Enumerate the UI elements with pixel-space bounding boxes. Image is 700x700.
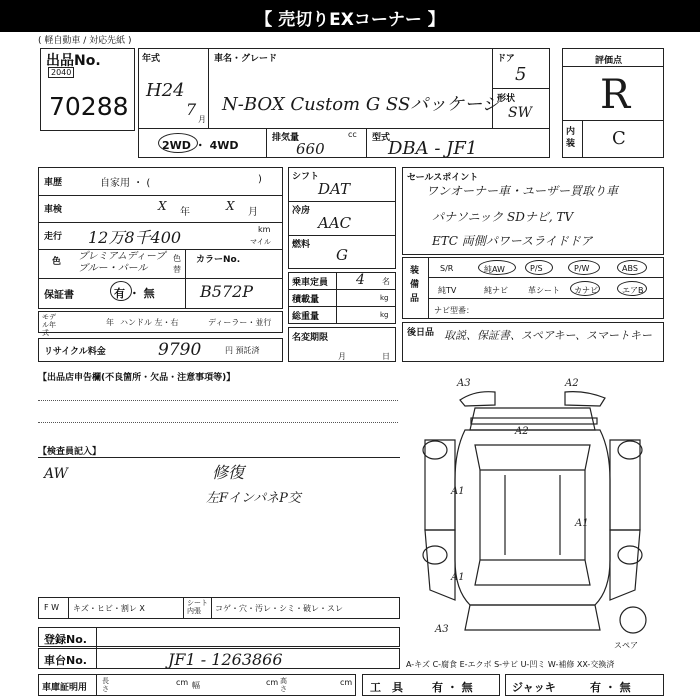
load-label: 積載量 [292, 295, 320, 305]
aircon-label: 冷房 [292, 206, 311, 216]
history-label: 車歴 [44, 178, 63, 188]
inspection-year-unit: 年 [180, 207, 190, 218]
fw-items: キズ・ヒビ・割レ X [73, 604, 145, 613]
shape-value: SW [508, 105, 532, 121]
interior-value: C [612, 128, 626, 149]
capacity-label: 乗車定員 [292, 278, 329, 288]
inspection-label: 車検 [44, 205, 63, 215]
later-label: 後日品 [407, 328, 435, 338]
lot-number: 70288 [49, 92, 129, 121]
gross-label: 総重量 [292, 312, 320, 322]
capacity-unit: 名 [382, 277, 390, 286]
car-label: 車名・グレード [214, 54, 278, 64]
color-code: B572P [200, 282, 254, 301]
register-row [38, 627, 400, 647]
sheet-label: シート 内張 [187, 599, 208, 615]
model-value: DBA - JF1 [388, 138, 478, 159]
sales-line-1: ワンオーナー車・ユーザー買取り車 [426, 184, 619, 198]
aircon-value: AAC [318, 214, 352, 232]
mileage-unit-km: km [258, 225, 271, 234]
equipment-label: 装備品 [410, 266, 420, 304]
inspector-line2: 左FインパネP交 [206, 491, 301, 506]
year-era: H24 [146, 80, 185, 101]
door-label: ドア [497, 54, 515, 64]
cert-length: 長さ [102, 677, 109, 693]
mileage-label: 走行 [44, 232, 63, 242]
cert-height-cm: cm [340, 678, 353, 687]
tools-options: 有 ・ 無 [432, 681, 473, 694]
fuel-value: G [336, 246, 348, 264]
car-name: N-BOX Custom G SSパッケージ [222, 94, 500, 115]
model-label: 型式 [372, 133, 391, 143]
car-diagram [405, 370, 695, 660]
fuel-label: 燃料 [292, 240, 311, 250]
equip-knavi: カナビ [574, 286, 598, 295]
drive-options: 2WD ・ 4WD [162, 139, 239, 152]
interior-label: 内装 [566, 127, 576, 149]
inspector-line1-left: AW [44, 466, 68, 482]
color-code-label: カラーNo. [196, 255, 241, 265]
chassis-value: JF1 - 1263866 [168, 650, 283, 669]
equip-navi: 純ナビ [484, 286, 508, 295]
model-year-unit: 年 [106, 318, 114, 327]
equip-aw: 純AW [484, 265, 505, 274]
cert-width-cm: cm [266, 678, 279, 687]
sheet-items: コゲ・穴・汚レ・シミ・破レ・スレ [215, 604, 343, 613]
mileage-value: 12万8千400 [88, 228, 182, 247]
mileage-unit-mile: マイル [250, 238, 271, 246]
shape-label: 形状 [497, 94, 516, 104]
warranty-options: 有 ・ 無 [114, 287, 155, 300]
gross-unit: kg [380, 311, 389, 319]
diagram-mark-right: A1 [575, 518, 589, 529]
diagram-mark-left: A1 [451, 486, 465, 497]
equip-pw: P/W [574, 264, 590, 273]
score-value: R [600, 72, 631, 118]
color-label: 色 [52, 257, 62, 267]
sales-line-3: ETC 両側パワースライドドア [432, 234, 593, 248]
steering-options: ハンドル 左・右 [120, 318, 179, 327]
history-close: ) [258, 174, 262, 185]
equip-abs: ABS [622, 264, 638, 273]
displacement-unit: cc [348, 130, 357, 139]
register-label: 登録No. [44, 633, 87, 646]
equip-ps: P/S [530, 264, 543, 273]
door-value: 5 [515, 64, 527, 85]
equip-airbag: エアB [622, 286, 644, 295]
warranty-label: 保証書 [44, 290, 74, 301]
inspector-line1-right: 修復 [212, 463, 245, 482]
inspector-label: 【検査員記入】 [38, 447, 102, 457]
cert-length-cm: cm [176, 678, 189, 687]
later-value: 取説、保証書、スペアキー、スマートキー [444, 329, 652, 342]
jack-label: ジャッキ [512, 681, 556, 694]
lot-sub: 2040 [48, 67, 74, 78]
displacement-value: 660 [296, 140, 325, 158]
cert-label: 車庫証明用 [42, 683, 88, 693]
chassis-label: 車台No. [44, 654, 87, 667]
recycle-label: リサイクル料金 [44, 347, 106, 357]
equip-sr: S/R [440, 264, 454, 273]
diagram-mark-roof: A2 [515, 426, 529, 437]
sales-label: セールスポイント [407, 173, 479, 183]
header-subtitle: ( 軽自動車 / 対応先紙 ) [38, 36, 132, 46]
drive-circle [158, 133, 198, 153]
history-options: 自家用 ・ ( [100, 178, 151, 189]
inspection-y: X [158, 199, 167, 213]
dealer-options: ディーラー・並行 [208, 318, 272, 327]
change-label: 名変期限 [292, 333, 329, 343]
model-year-label: モデル年式 [42, 313, 56, 337]
jack-options: 有 ・ 無 [590, 681, 631, 694]
lot-label: 出品No. [46, 53, 101, 69]
cert-width: 幅 [192, 681, 200, 690]
displacement-label: 排気量 [272, 133, 300, 143]
score-label: 評価点 [595, 56, 623, 66]
diagram-mark-rear: A3 [457, 378, 471, 389]
tools-label: 工 具 [370, 681, 403, 694]
load-unit: kg [380, 294, 389, 302]
year-month-unit: 月 [198, 115, 206, 124]
color-change-label: 色替 [173, 254, 181, 274]
warranty-circle [110, 281, 132, 301]
year-label: 年式 [142, 54, 161, 64]
change-unit-day: 日 [382, 352, 390, 361]
capacity-value: 4 [356, 272, 365, 288]
recycle-value: 9790 [158, 340, 202, 360]
inspection-m: X [226, 199, 235, 213]
equip-tv: 純TV [438, 286, 457, 295]
shift-value: DAT [318, 180, 351, 198]
equip-leather: 革シート [528, 286, 560, 295]
seller-notes-label: 【出品店申告欄(不良箇所・欠品・注意事項等)】 [38, 373, 236, 383]
diagram-mark-front-bottom: A3 [435, 624, 449, 635]
spare-label: スペア [614, 641, 638, 650]
header-title: 【 売切りEXコーナー 】 [255, 10, 445, 30]
color-value: プレミアムディープ ブルー・パール [78, 251, 166, 274]
recycle-unit: 円 預託済 [225, 346, 260, 355]
year-month: 7 [186, 100, 197, 119]
sales-line-2: パナソニック SDナビ, TV [432, 210, 574, 224]
shift-label: シフト [292, 172, 320, 182]
fw-label: F W [44, 603, 60, 612]
damage-codes: A-キズ C-腐食 E-エクボ S-サビ U-凹ミ W-補修 XX-交換済 [406, 660, 615, 669]
navi-model-label: ナビ型番： [434, 306, 474, 315]
cert-height: 高さ [280, 677, 287, 693]
inspection-month-unit: 月 [248, 207, 258, 218]
diagram-mark-front: A1 [451, 572, 465, 583]
diagram-mark-rear-right: A2 [565, 378, 579, 389]
change-unit: 月 [338, 352, 346, 361]
